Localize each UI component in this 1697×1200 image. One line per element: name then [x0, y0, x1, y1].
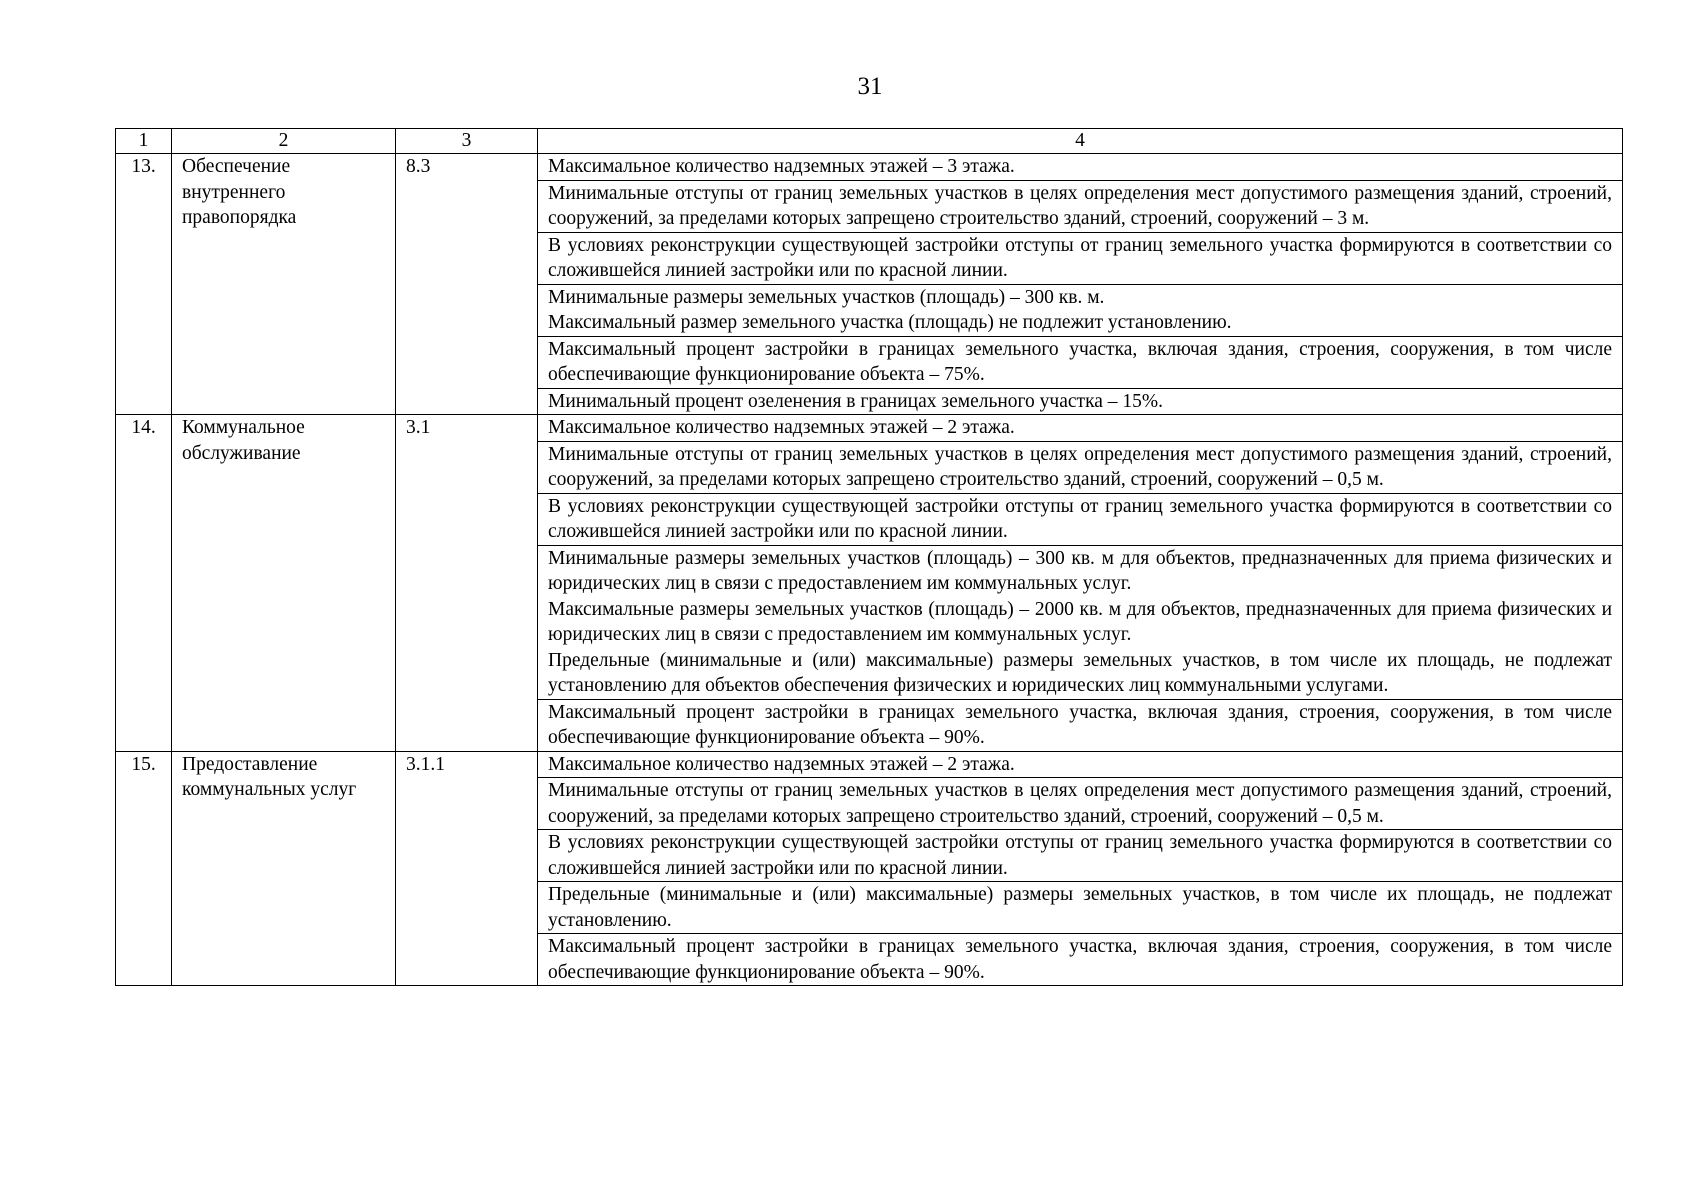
parameter-cell [538, 180, 1623, 232]
parameter-cell [538, 154, 1623, 181]
row-number: 15. [116, 751, 172, 986]
parameter-cell [538, 388, 1623, 415]
parameter-cell [538, 778, 1623, 830]
parameter-text: Предельные (минимальные и (или) максимальные) размеры земельных участков, в том числе их площадь, не подлежат установлению для объектов обеспечения физических и юридических лиц коммунальными услугами. [548, 649, 1612, 696]
parameter-text: Минимальный процент озеленения в границах земельного участка – 15%. [548, 390, 1164, 412]
table-row [116, 154, 1623, 181]
parameter-cell [538, 751, 1623, 778]
parameter-text: В условиях реконструкции существующей застройки отступы от границ земельного участка формируются в соответствии со сложившейся линией застройки или по красной линии. [548, 832, 1612, 879]
use-type-code: 3.1.1 [396, 751, 538, 986]
row-number: 14. [116, 415, 172, 752]
header-cell-3: 3 [396, 129, 538, 154]
use-type-name: Коммунальное обслуживание [172, 415, 396, 752]
parameter-cell [538, 441, 1623, 493]
parameter-cell [538, 934, 1623, 986]
use-type-code: 8.3 [396, 154, 538, 415]
table-row [116, 751, 1623, 778]
parameter-text: В условиях реконструкции существующей застройки отступы от границ земельного участка формируются в соответствии со сложившейся линией застройки или по красной линии. [548, 495, 1612, 542]
parameter-text: Минимальные отступы от границ земельных участков в целях определения мест допустимого размещения зданий, строений, сооружений, за пределами которых запрещено строительство зданий, строений, сооружений – 0,5 м. [548, 443, 1612, 490]
parameter-text: Максимальные размеры земельных участков (площадь) – 2000 кв. м для объектов, предназначенных для приема физических и юридических лиц в связи с предоставлением им коммунальных услуг. [548, 598, 1612, 645]
parameter-text: В условиях реконструкции существующей застройки отступы от границ земельного участка формируются в соответствии со сложившейся линией застройки или по красной линии. [548, 234, 1612, 281]
parameter-text: Минимальные размеры земельных участков (площадь) – 300 кв. м для объектов, предназначенных для приема физических и юридических лиц в связи с предоставлением им коммунальных услуг. [548, 547, 1612, 594]
parameter-text: Максимальный размер земельного участка (площадь) не подлежит установлению. [548, 312, 1232, 333]
parameter-cell [538, 415, 1623, 442]
parameter-text: Максимальное количество надземных этажей – 2 этажа. [548, 417, 1015, 438]
parameter-cell [538, 882, 1623, 934]
use-type-name: Предоставление коммунальных услуг [172, 751, 396, 986]
page-number: 31 [857, 73, 883, 100]
header-cell-4: 4 [538, 129, 1623, 154]
parameter-text: Максимальное количество надземных этажей – 3 этажа. [548, 156, 1015, 177]
parameter-text: Минимальные размеры земельных участков (площадь) – 300 кв. м. [548, 286, 1105, 308]
table-body [116, 129, 1623, 986]
header-cell-2: 2 [172, 129, 396, 154]
table-header-row [116, 129, 1623, 154]
parameter-cell [538, 545, 1623, 699]
parameter-text: Предельные (минимальные и (или) максимальные) размеры земельных участков, в том числе их площадь, не подлежат установлению. [548, 884, 1612, 931]
parameter-text: Максимальное количество надземных этажей – 2 этажа. [548, 753, 1015, 775]
use-type-name: Обеспечение внутреннего правопорядка [172, 154, 396, 415]
table-row [116, 415, 1623, 442]
parameter-cell [538, 699, 1623, 751]
parameter-cell [538, 493, 1623, 545]
header-cell-1: 1 [116, 129, 172, 154]
parameter-text: Минимальные отступы от границ земельных участков в целях определения мест допустимого размещения зданий, строений, сооружений, за пределами которых запрещено строительство зданий, строений, сооружений – 0,5 м. [548, 780, 1612, 827]
parameter-cell [538, 232, 1623, 284]
parameter-cell [538, 284, 1623, 336]
parameter-text: Максимальный процент застройки в границах земельного участка, включая здания, строения, сооружения, в том числе обеспечивающие функционирование объекта – 90%. [548, 701, 1612, 748]
parameter-cell [538, 830, 1623, 882]
regulations-table [115, 128, 1623, 986]
use-type-code: 3.1 [396, 415, 538, 752]
parameter-text: Максимальный процент застройки в границах земельного участка, включая здания, строения, сооружения, в том числе обеспечивающие функционирование объекта – 90%. [548, 936, 1612, 983]
parameter-text: Минимальные отступы от границ земельных участков в целях определения мест допустимого размещения зданий, строений, сооружений, за пределами которых запрещено строительство зданий, строений, сооружений – 3 м. [548, 182, 1612, 229]
row-number: 13. [116, 154, 172, 415]
parameter-cell [538, 336, 1623, 388]
parameter-text: Максимальный процент застройки в границах земельного участка, включая здания, строения, сооружения, в том числе обеспечивающие функционирование объекта – 75%. [548, 338, 1612, 385]
